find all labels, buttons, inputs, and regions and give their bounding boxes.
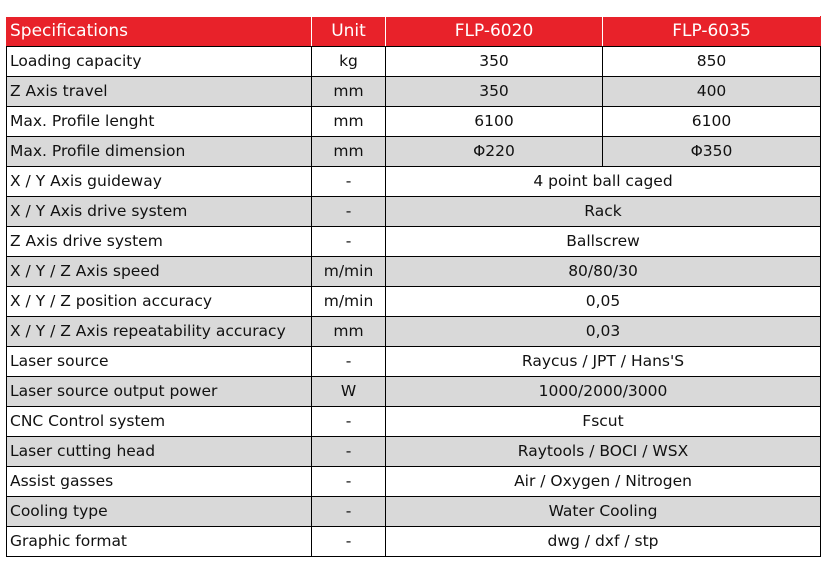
row-label: Z Axis travel — [7, 77, 312, 107]
row-unit: - — [312, 197, 386, 227]
row-label: Cooling type — [7, 497, 312, 527]
table-row — [7, 467, 821, 497]
row-value-flp-6020: 350 — [386, 77, 603, 107]
row-value-shared: Raytools / BOCI / WSX — [386, 437, 821, 467]
table-row — [7, 47, 821, 77]
row-unit: mm — [312, 317, 386, 347]
row-value-shared: dwg / dxf / stp — [386, 527, 821, 557]
header-row — [7, 17, 821, 47]
row-unit: - — [312, 527, 386, 557]
row-value-shared: Air / Oxygen / Nitrogen — [386, 467, 821, 497]
table-row — [7, 377, 821, 407]
row-value-shared: 4 point ball caged — [386, 167, 821, 197]
table-row — [7, 497, 821, 527]
table-row — [7, 527, 821, 557]
specifications-table — [6, 16, 821, 557]
row-value-flp-6020: 6100 — [386, 107, 603, 137]
row-value-shared: Raycus / JPT / Hans'S — [386, 347, 821, 377]
row-unit: kg — [312, 47, 386, 77]
table-row — [7, 407, 821, 437]
row-label: X / Y Axis guideway — [7, 167, 312, 197]
row-unit: m/min — [312, 287, 386, 317]
table-row — [7, 137, 821, 167]
row-unit: m/min — [312, 257, 386, 287]
table-row — [7, 317, 821, 347]
row-unit: - — [312, 437, 386, 467]
row-value-flp-6035: Φ350 — [603, 137, 821, 167]
header-unit: Unit — [312, 17, 386, 47]
row-value-shared: Ballscrew — [386, 227, 821, 257]
row-label: Max. Profile lenght — [7, 107, 312, 137]
row-label: CNC Control system — [7, 407, 312, 437]
table-row — [7, 227, 821, 257]
table-row — [7, 167, 821, 197]
row-label: Laser source — [7, 347, 312, 377]
table-row — [7, 347, 821, 377]
row-unit: mm — [312, 137, 386, 167]
row-label: X / Y / Z Axis repeatability accuracy — [7, 317, 312, 347]
row-label: X / Y / Z Axis speed — [7, 257, 312, 287]
row-value-shared: Water Cooling — [386, 497, 821, 527]
table-row — [7, 257, 821, 287]
row-unit: W — [312, 377, 386, 407]
row-unit: mm — [312, 77, 386, 107]
row-unit: - — [312, 347, 386, 377]
row-unit: - — [312, 227, 386, 257]
row-unit: mm — [312, 107, 386, 137]
row-label: Loading capacity — [7, 47, 312, 77]
row-value-shared: Rack — [386, 197, 821, 227]
row-label: Assist gasses — [7, 467, 312, 497]
row-label: X / Y / Z position accuracy — [7, 287, 312, 317]
row-unit: - — [312, 407, 386, 437]
row-value-flp-6035: 400 — [603, 77, 821, 107]
row-value-flp-6035: 6100 — [603, 107, 821, 137]
row-label: X / Y Axis drive system — [7, 197, 312, 227]
table-row — [7, 197, 821, 227]
table-row — [7, 107, 821, 137]
row-label: Max. Profile dimension — [7, 137, 312, 167]
row-unit: - — [312, 497, 386, 527]
row-unit: - — [312, 467, 386, 497]
row-label: Graphic format — [7, 527, 312, 557]
row-value-shared: 0,03 — [386, 317, 821, 347]
row-unit: - — [312, 167, 386, 197]
table-row — [7, 77, 821, 107]
row-label: Z Axis drive system — [7, 227, 312, 257]
row-value-shared: 0,05 — [386, 287, 821, 317]
row-value-flp-6020: 350 — [386, 47, 603, 77]
row-value-flp-6020: Φ220 — [386, 137, 603, 167]
table-row — [7, 287, 821, 317]
table-row — [7, 437, 821, 467]
row-value-shared: Fscut — [386, 407, 821, 437]
row-value-shared: 1000/2000/3000 — [386, 377, 821, 407]
row-label: Laser cutting head — [7, 437, 312, 467]
header-model-flp-6020: FLP-6020 — [386, 17, 603, 47]
row-label: Laser source output power — [7, 377, 312, 407]
header-specifications: Specifications — [7, 17, 312, 47]
header-model-flp-6035: FLP-6035 — [603, 17, 821, 47]
row-value-flp-6035: 850 — [603, 47, 821, 77]
row-value-shared: 80/80/30 — [386, 257, 821, 287]
